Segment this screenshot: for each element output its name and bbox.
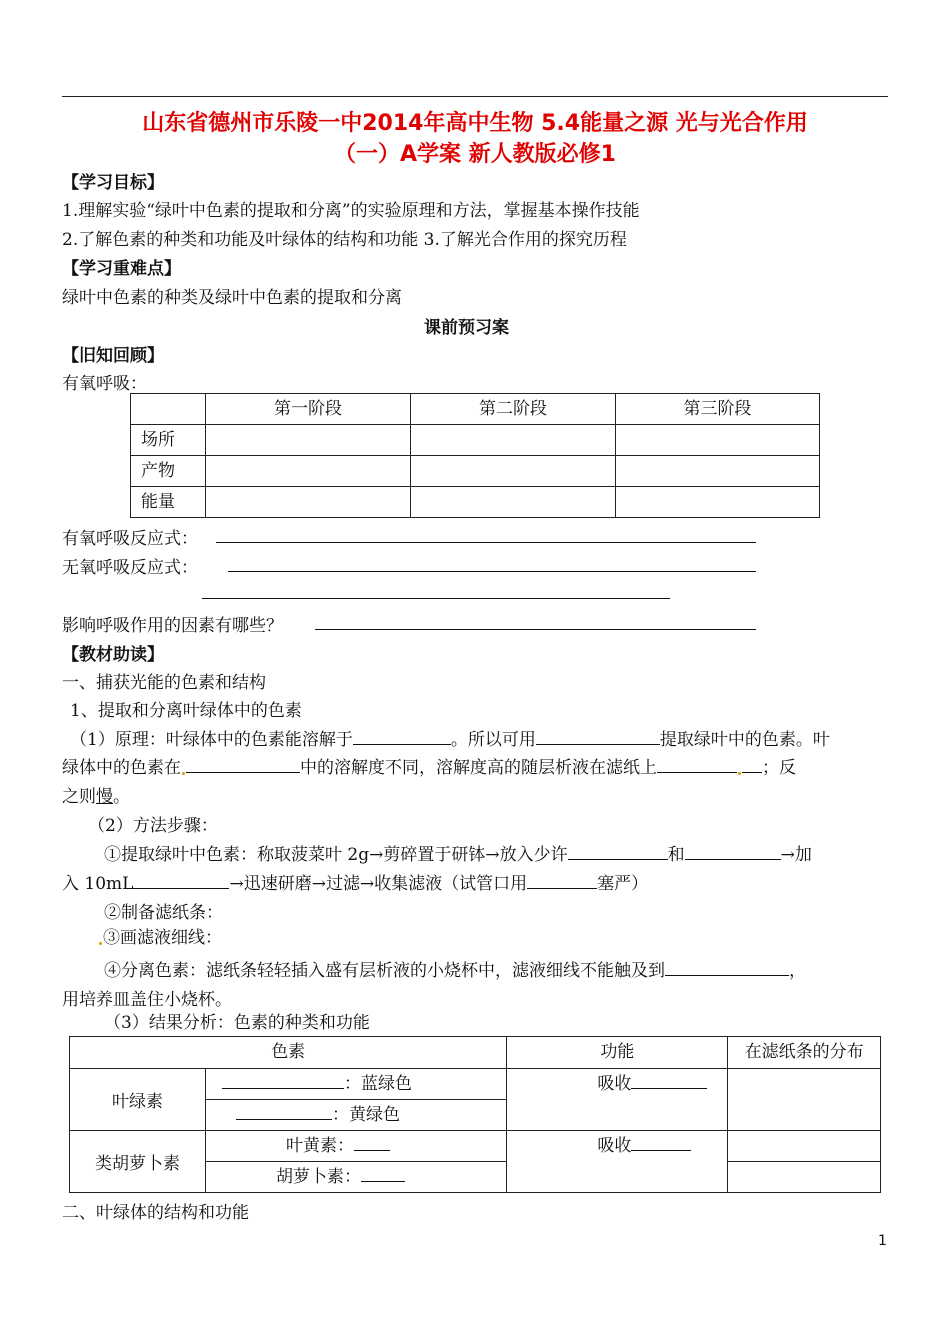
table-header: 第一阶段 bbox=[206, 394, 411, 425]
pigment-header: 色素 bbox=[70, 1037, 507, 1069]
principle-text: 提取绿叶中的色素。叶 bbox=[659, 730, 830, 750]
mark-dot bbox=[182, 772, 185, 775]
step-1-line-2 bbox=[62, 869, 648, 894]
aerobic-equation-label: 有氧呼吸反应式： bbox=[62, 529, 198, 549]
method-heading: （2）方法步骤： bbox=[88, 816, 218, 836]
table-cell bbox=[411, 487, 616, 518]
absorb-text: 吸收 bbox=[597, 1074, 632, 1094]
step-3: ③画滤液细线： bbox=[103, 928, 222, 948]
contact-blank[interactable] bbox=[665, 958, 789, 976]
distribution-cell-1 bbox=[728, 1069, 881, 1131]
principle-text: ；反 bbox=[762, 758, 796, 778]
absorb-text: 吸收 bbox=[597, 1136, 632, 1156]
table-cell bbox=[206, 425, 411, 456]
result-heading: （3）结果分析：色素的种类和功能 bbox=[104, 1013, 370, 1033]
reagent-blank-1[interactable] bbox=[568, 842, 668, 860]
speed-blank[interactable] bbox=[657, 755, 737, 773]
color-text: ：黄绿色 bbox=[332, 1105, 400, 1125]
principle-text: （1）原理：叶绿体中的色素能溶解于 bbox=[70, 730, 353, 750]
subsection-1-title: 1、提取和分离叶绿体中的色素 bbox=[70, 701, 302, 721]
table-cell bbox=[616, 456, 820, 487]
distribution-header: 在滤纸条的分布 bbox=[728, 1037, 881, 1069]
key-points-text: 绿叶中色素的种类及绿叶中色素的提取和分离 bbox=[62, 288, 402, 308]
carotenoid-cell: 类胡萝卜素 bbox=[70, 1131, 206, 1193]
chlorophyll-cell: 叶绿素 bbox=[70, 1069, 206, 1131]
function-header: 功能 bbox=[507, 1037, 728, 1069]
principle-line-3 bbox=[62, 782, 130, 807]
page-number: 1 bbox=[878, 1233, 887, 1249]
step-text: →加 bbox=[780, 845, 812, 865]
function-cell-1 bbox=[507, 1069, 728, 1131]
principle-text: 之则 bbox=[62, 787, 96, 807]
step-3-line bbox=[98, 923, 222, 948]
principle-text: 绿体中的色素在 bbox=[62, 758, 181, 778]
speed-blank-tail[interactable] bbox=[742, 755, 762, 773]
step-4-line-1 bbox=[104, 956, 806, 981]
table-cell bbox=[206, 487, 411, 518]
textbook-heading: 【教材助读】 bbox=[62, 645, 164, 665]
mark-dot bbox=[99, 942, 102, 945]
goal-item-2: 2.了解色素的种类和功能及叶绿体的结构和功能 3.了解光合作用的探究历程 bbox=[62, 230, 627, 250]
table-header: 第三阶段 bbox=[616, 394, 820, 425]
reagent-blank-2[interactable] bbox=[685, 842, 781, 860]
section-2-title: 二、叶绿体的结构和功能 bbox=[62, 1203, 249, 1223]
step-text: →迅速研磨→过滤→收集滤液（试管口用 bbox=[229, 874, 528, 894]
mark-dot bbox=[738, 772, 741, 775]
xanthophyll-cell bbox=[206, 1131, 507, 1162]
xanthophyll-blank[interactable] bbox=[354, 1133, 390, 1151]
pigment-text: 叶黄素： bbox=[286, 1136, 354, 1156]
chlorophyll-a-blank[interactable] bbox=[222, 1071, 344, 1089]
review-heading: 【旧知回顾】 bbox=[62, 346, 164, 366]
factors-question: 影响呼吸作用的因素有哪些？ bbox=[62, 616, 283, 636]
aerobic-label: 有氧呼吸： bbox=[62, 374, 147, 394]
header-rule bbox=[62, 96, 888, 97]
section-1-title: 一、捕获光能的色素和结构 bbox=[62, 673, 266, 693]
function-cell-2 bbox=[507, 1131, 728, 1193]
table-cell bbox=[206, 456, 411, 487]
anaerobic-equation-label: 无氧呼吸反应式： bbox=[62, 558, 198, 578]
absorb-blank-1[interactable] bbox=[631, 1071, 707, 1089]
chlorophyll-b-cell bbox=[206, 1100, 507, 1131]
chlorophyll-b-blank[interactable] bbox=[236, 1102, 332, 1120]
step-1-line-1 bbox=[104, 840, 812, 865]
principle-text: 中的溶解度不同，溶解度高的随层析液在滤纸上 bbox=[300, 758, 657, 778]
step-text: ①提取绿叶中色素：称取菠菜叶 2g→剪碎置于研钵→放入少许 bbox=[104, 845, 568, 865]
solvent-volume-blank[interactable] bbox=[133, 871, 229, 889]
factors-blank[interactable] bbox=[315, 629, 756, 630]
aerobic-equation-blank[interactable] bbox=[216, 542, 756, 543]
table-cell bbox=[411, 425, 616, 456]
table-row-label: 场所 bbox=[131, 425, 206, 456]
principle-text: 。所以可用 bbox=[450, 730, 536, 750]
anaerobic-equation-blank-2[interactable] bbox=[202, 598, 670, 599]
principle-text: 。 bbox=[113, 787, 130, 807]
preview-title: 课前预习案 bbox=[424, 318, 509, 338]
table-cell bbox=[616, 425, 820, 456]
step-text: 入 10mL bbox=[62, 874, 134, 894]
table-row-label: 能量 bbox=[131, 487, 206, 518]
goal-item-1: 1.理解实验“绿叶中色素的提取和分离”的实验原理和方法，掌握基本操作技能 bbox=[62, 201, 640, 221]
table-row-label: 产物 bbox=[131, 456, 206, 487]
chlorophyll-a-cell bbox=[206, 1069, 507, 1100]
goals-heading: 【学习目标】 bbox=[62, 173, 164, 193]
extractant-blank[interactable] bbox=[536, 727, 660, 745]
principle-line-1 bbox=[70, 725, 830, 750]
step-text: ④分离色素：滤纸条轻轻插入盛有层析液的小烧杯中，滤液细线不能触及到 bbox=[104, 961, 665, 981]
title-line-1: 山东省德州市乐陵一中2014年高中生物 5.4能量之源 光与光合作用 bbox=[142, 111, 808, 136]
stopper-blank[interactable] bbox=[527, 871, 597, 889]
step-text: ， bbox=[789, 961, 806, 981]
table-cell bbox=[411, 456, 616, 487]
carotene-blank[interactable] bbox=[361, 1164, 405, 1182]
step-4-line-2: 用培养皿盖住小烧杯。 bbox=[62, 990, 232, 1010]
solvent-blank[interactable] bbox=[353, 727, 451, 745]
principle-line-2 bbox=[62, 753, 796, 778]
step-text: 塞严） bbox=[597, 874, 649, 894]
distribution-cell-2 bbox=[728, 1131, 881, 1162]
step-2: ②制备滤纸条： bbox=[104, 903, 223, 923]
principle-underlined: 慢 bbox=[96, 787, 113, 807]
pigment-table bbox=[69, 1036, 881, 1193]
key-points-heading: 【学习重难点】 bbox=[62, 259, 181, 279]
color-text: ：蓝绿色 bbox=[344, 1074, 412, 1094]
table-header: 第二阶段 bbox=[411, 394, 616, 425]
table-cell bbox=[616, 487, 820, 518]
pigment-text: 胡萝卜素： bbox=[276, 1167, 361, 1187]
anaerobic-equation-blank[interactable] bbox=[228, 571, 756, 572]
absorb-blank-2[interactable] bbox=[631, 1133, 691, 1151]
title-line-2: （一）A学案 新人教版必修1 bbox=[334, 142, 616, 167]
carotene-cell bbox=[206, 1162, 507, 1193]
table-corner-cell bbox=[131, 394, 206, 425]
respiration-table bbox=[130, 393, 820, 518]
step-text: 和 bbox=[667, 845, 685, 865]
medium-blank[interactable] bbox=[186, 755, 300, 773]
distribution-cell-3 bbox=[728, 1162, 881, 1193]
